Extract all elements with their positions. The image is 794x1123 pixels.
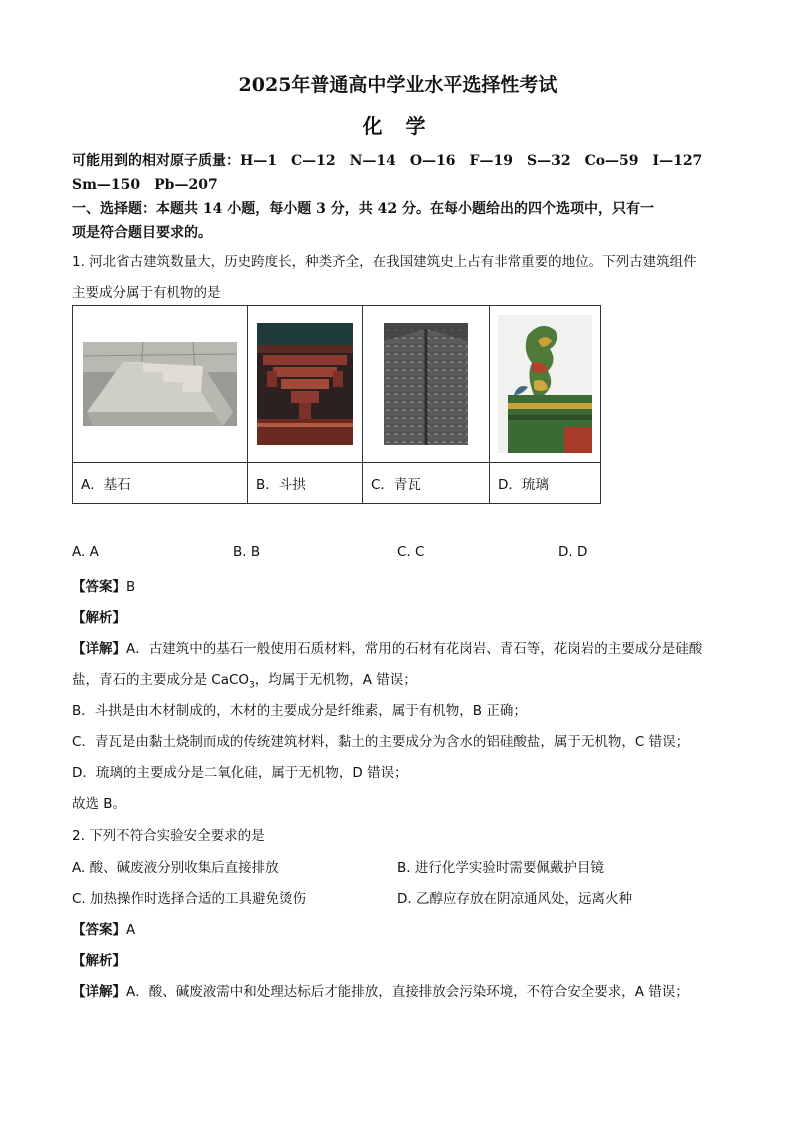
foundation-stone-image	[83, 342, 237, 426]
q2-option-c: C. 加热操作时选择合适的工具避免烫伤	[72, 891, 307, 907]
subject-title: 化 学	[362, 114, 434, 138]
q1-detail-c: C．青瓦是由黏土烧制而成的传统建筑材料，黏土的主要成分为含水的铝硅酸盐，属于无机物，C 错误；	[72, 734, 690, 750]
dougong-bracket-image	[257, 323, 353, 445]
caption-b: B．斗拱	[248, 463, 363, 504]
q1-detail-a-line-2: 盐，青石的主要成分是 CaCO$_3$，均属于无机物，A 错误；	[72, 672, 417, 691]
caption-c: C．青瓦	[363, 463, 490, 504]
q1-answer-tag: 【答案】	[72, 579, 126, 595]
q1-figure-table	[72, 305, 601, 504]
q1-stem-line-2: 主要成分属于有机物的是	[72, 285, 221, 301]
q2-answer	[72, 918, 135, 938]
q1-option-b: B. B	[233, 544, 261, 560]
atomic-mass-line-1: 可能用到的相对原子质量：H—1 C—12 N—14 O—16 F—19 S—32 Co—59 I—127	[72, 153, 703, 169]
caption-d: D．琉璃	[490, 463, 601, 504]
q2-option-d: D. 乙醇应存放在阴凉通风处，远离火种	[397, 891, 632, 907]
exam-title: 2025年普通高中学业水平选择性考试	[238, 74, 558, 96]
section-instructions-line-2: 项是符合题目要求的。	[72, 225, 212, 241]
q2-answer-tag: 【答案】	[72, 922, 126, 938]
glazed-ornament-image	[498, 315, 592, 453]
q1-conclusion: 故选 B。	[72, 796, 127, 812]
q2-answer-value: A	[126, 922, 136, 938]
section-instructions-line-1: 一、选择题：本题共 14 小题，每小题 3 分，共 42 分。在每小题给出的四个选项中，只有一	[72, 201, 654, 217]
figure-cell-d	[490, 306, 601, 463]
q2-detail-tag: 【详解】	[72, 984, 126, 1000]
q1-answer	[72, 575, 135, 595]
q1-detail-b: B．斗拱是由木材制成的，木材的主要成分是纤维素，属于有机物，B 正确；	[72, 703, 527, 719]
q2-stem: 2. 下列不符合实验安全要求的是	[72, 828, 265, 844]
atomic-mass-line-2: Sm—150 Pb—207	[72, 177, 218, 193]
q2-analysis-tag: 【解析】	[72, 953, 126, 969]
q1-detail-a-line-1: 【详解】A．古建筑中的基石一般使用石质材料，常用的石材有花岗岩、青石等，花岗岩的主要成分是硅酸	[72, 641, 703, 657]
q1-detail-tag: 【详解】	[72, 641, 126, 657]
figure-cell-c	[363, 306, 490, 463]
q2-option-a: A. 酸、碱废液分别收集后直接排放	[72, 860, 279, 876]
q1-stem-line-1: 1. 河北省古建筑数量大，历史跨度长，种类齐全，在我国建筑史上占有非常重要的地位。下列古建筑组件	[72, 254, 697, 270]
caption-a: A．基石	[73, 463, 248, 504]
q1-analysis-tag: 【解析】	[72, 610, 126, 626]
q1-option-a: A. A	[72, 544, 99, 560]
grey-tile-image	[384, 323, 468, 445]
q1-answer-value: B	[126, 579, 136, 595]
figure-cell-a	[73, 306, 248, 463]
q1-option-d: D. D	[558, 544, 588, 560]
q1-detail-d: D．琉璃的主要成分是二氧化硅，属于无机物，D 错误；	[72, 765, 408, 781]
q1-option-c: C. C	[397, 544, 425, 560]
figure-cell-b	[248, 306, 363, 463]
q2-option-b: B. 进行化学实验时需要佩戴护目镜	[397, 860, 604, 876]
q2-detail-a: 【详解】A．酸、碱废液需中和处理达标后才能排放，直接排放会污染环境，不符合安全要求，A 错误；	[72, 984, 689, 1000]
